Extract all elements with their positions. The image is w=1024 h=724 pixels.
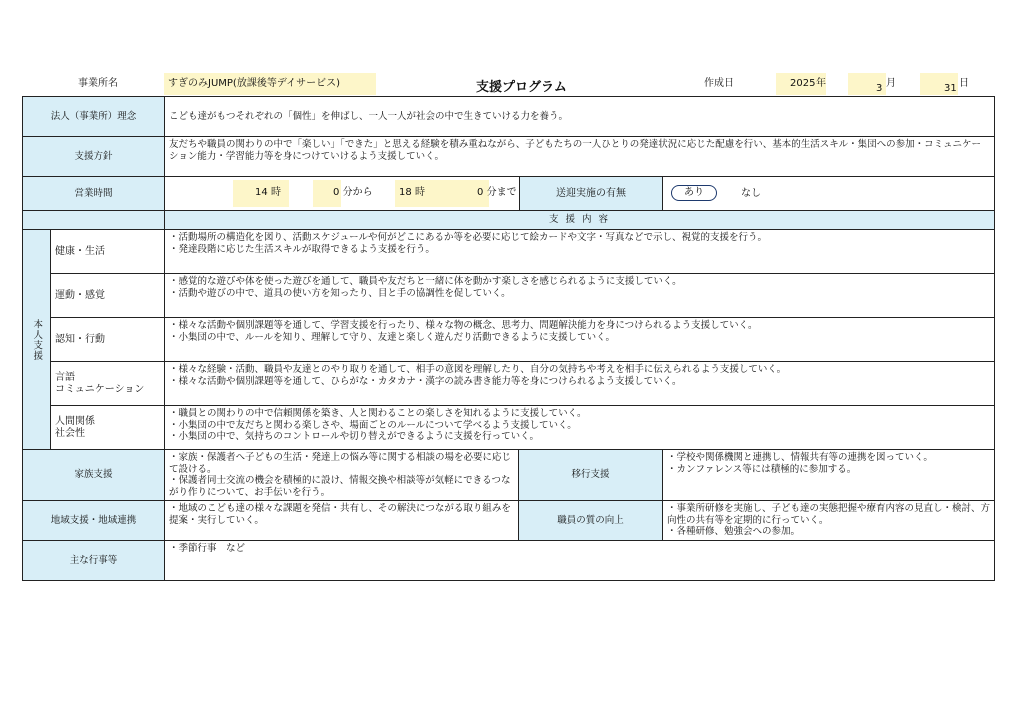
relationships-social-label: 人間関係 社会性 xyxy=(51,406,165,450)
support-content-header: 支 援 内 容 xyxy=(165,211,995,230)
staff-quality-text: ・事業所研修を実施し、子ども達の実態把握や療育内容の見直し・検討、方向性の共有等を定期的に行っていく。 ・各種研修、勉強会への参加。 xyxy=(663,501,995,541)
month-value: 3 xyxy=(876,83,883,94)
end-min: 0 分まで xyxy=(477,187,517,198)
office-label: 事業所名 xyxy=(78,78,118,89)
self-support-row-motor xyxy=(23,274,995,318)
page-title: 支援プログラム xyxy=(476,80,567,95)
office-name: すぎのみJUMP(放課後等デイサービス) xyxy=(164,73,376,95)
transition-support-label: 移行支援 xyxy=(519,450,663,501)
self-support-row-health xyxy=(23,230,995,274)
transport-no: なし xyxy=(741,188,762,199)
policy-text: 友だちや職員の関わりの中で「楽しい」「できた」と思える経験を積み重ねながら、子どもたちの一人ひとりの発達状況に応じた配慮を行い、基本的生活スキル・集団への参加・コミュニケーション能力・学習能力等を身につけていけるよう支援していく。 xyxy=(165,137,995,177)
cognition-behavior-text: ・様々な活動や個別課題等を通して、学習支援を行ったり、様々な物の概念、思考力、問題解決能力を身につけられるよう支援していく。 ・小集団の中で、ルールを知り、理解して守り、友達と楽しく遊んだり活動できるように支援していく。 xyxy=(165,318,995,362)
language-communication-text: ・様々な経験・活動、職員や友達とのやり取りを通して、相手の意図を理解したり、自分の気持ちや考えを相手に伝えられるよう支援していく。 ・様々な活動や個別課題等を通して、ひらがな・カタカナ・漢字の読み書き能力等を身につけられるよう支援していく。 xyxy=(165,362,995,406)
support-header-blank xyxy=(23,211,165,230)
cognition-behavior-label: 認知・行動 xyxy=(51,318,165,362)
family-support-label: 家族支援 xyxy=(23,450,165,501)
transport-yes-circled: あり xyxy=(671,185,717,201)
community-staff-row xyxy=(23,501,995,541)
family-support-text: ・家族・保護者へ子どもの生活・発達上の悩み等に関する相談の場を必要に応じて設ける。 ・保護者同士交流の機会を積極的に設け、情報交換や相談等が気軽にできるつながり作りについて、お手伝いを行う。 xyxy=(165,450,519,501)
community-support-label: 地域支援・地域連携 xyxy=(23,501,165,541)
transport-label: 送迎実施の有無 xyxy=(519,177,663,210)
support-program-table xyxy=(22,96,995,581)
relationships-social-text: ・職員との関わりの中で信頼関係を築き、人と関わることの楽しさを知れるように支援していく。 ・小集団の中で友だちと関わる楽しさや、場面ごとのルールについて学べるよう支援していく。 ・小集団の中で、気持ちのコントロールや切り替えができるように支援を行っていく。 xyxy=(165,406,995,450)
hours-cell xyxy=(165,177,995,211)
support-content-header-row xyxy=(23,211,995,230)
philosophy-text: こども達がもつそれぞれの「個性」を伸ばし、一人一人が社会の中で生きていける力を養う。 xyxy=(165,97,995,137)
staff-quality-label: 職員の質の向上 xyxy=(519,501,663,541)
events-row xyxy=(23,541,995,581)
created-date-label: 作成日 xyxy=(704,78,734,89)
family-transition-row xyxy=(23,450,995,501)
transition-support-text: ・学校や関係機関と連携し、情報共有等の連携を図っていく。 ・カンファレンス等には積極的に参加する。 xyxy=(663,450,995,501)
hours-row xyxy=(23,177,995,211)
year-unit: 年 xyxy=(816,78,826,89)
year-value: 2025 xyxy=(790,78,816,89)
philosophy-label: 法人（事業所）理念 xyxy=(23,97,165,137)
month-unit: 月 xyxy=(886,78,896,89)
health-life-label: 健康・生活 xyxy=(51,230,165,274)
motor-sensory-text: ・感覚的な遊びや体を使った遊びを通して、職員や友だちと一緒に体を動かす楽しさを感じられるように支援していく。 ・活動や遊びの中で、道具の使い方を知ったり、目と手の協調性を促していく。 xyxy=(165,274,995,318)
events-label: 主な行事等 xyxy=(23,541,165,581)
health-life-text: ・活動場所の構造化を図り、活動スケジュールや何がどこにあるか等を必要に応じて絵カードや文字・写真などで示し、視覚的支援を行う。 ・発達段階に応じた生活スキルが取得できるよう支援を行う。 xyxy=(165,230,995,274)
day-unit: 日 xyxy=(959,78,969,89)
start-min: 0 分から xyxy=(333,187,373,198)
hours-label: 営業時間 xyxy=(23,177,165,211)
philosophy-row xyxy=(23,97,995,137)
self-support-label: 本人支援 xyxy=(23,230,51,450)
self-support-row-social xyxy=(23,406,995,450)
policy-row xyxy=(23,137,995,177)
self-support-row-language xyxy=(23,362,995,406)
start-hour: 14 時 xyxy=(255,187,281,198)
motor-sensory-label: 運動・感覚 xyxy=(51,274,165,318)
policy-label: 支援方針 xyxy=(23,137,165,177)
self-support-row-cognition xyxy=(23,318,995,362)
language-communication-label: 言語 コミュニケーション xyxy=(51,362,165,406)
events-text: ・季節行事 など xyxy=(165,541,995,581)
day-value: 31 xyxy=(944,83,957,94)
community-support-text: ・地域のこども達の様々な課題を発信・共有し、その解決につながる取り組みを提案・実行していく。 xyxy=(165,501,519,541)
end-hour: 18 時 xyxy=(399,187,425,198)
